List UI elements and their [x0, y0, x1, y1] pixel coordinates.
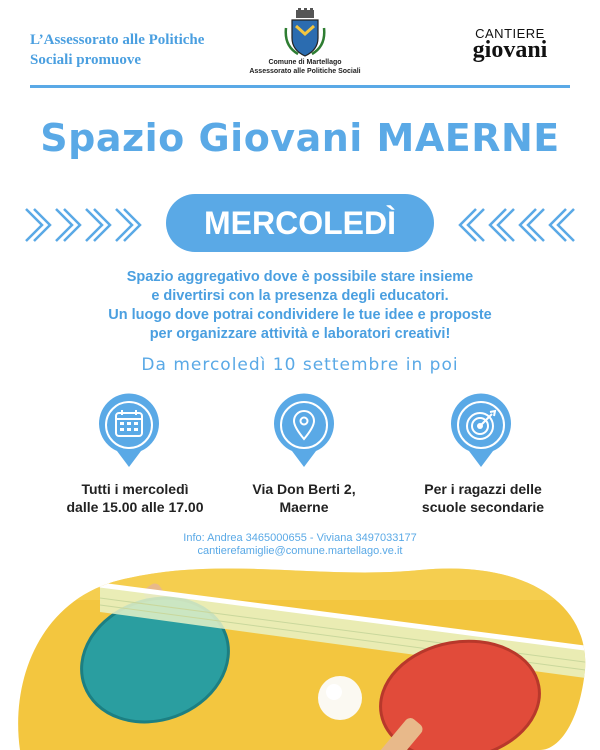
location-pin-icon: [272, 393, 336, 467]
info-address: [214, 480, 394, 516]
contact-info: [100, 532, 500, 558]
chevrons-left-icon: [456, 205, 576, 245]
info-address-line-1: Via Don Berti 2,: [252, 481, 356, 497]
info-schedule-line-2: dalle 15.00 alle 17.00: [66, 499, 204, 515]
promoter-line-1: L’Assessorato alle Politiche: [30, 32, 205, 48]
promoter-line-2: Sociali promuove: [30, 52, 141, 68]
brand-top: CANTIERE: [475, 26, 545, 41]
contact-phones: Info: Andrea 3465000655 - Viviana 3497033177: [183, 532, 417, 544]
info-audience-line-1: Per i ragazzi delle: [424, 481, 542, 497]
info-audience: [393, 480, 573, 516]
municipality-name: Comune di Martellago: [268, 59, 342, 66]
header-divider: [30, 85, 570, 88]
start-date-text: Da mercoledì 10 settembre in poi: [141, 355, 459, 375]
chevrons-right-icon: [24, 205, 144, 245]
description-line: Un luogo dove potrai condividere le tue idee e proposte: [108, 307, 492, 323]
calendar-icon: [97, 393, 161, 467]
target-icon: [449, 393, 513, 467]
ping-pong-illustration: [0, 560, 600, 750]
promoter-text: [30, 30, 260, 70]
contact-email[interactable]: cantierefamiglie@comune.martellago.ve.it: [197, 545, 403, 557]
municipality-caption: [240, 58, 370, 76]
page-title: Spazio Giovani MAERNE: [40, 116, 560, 160]
cantiere-giovani-logo: [455, 26, 565, 61]
info-schedule-line-1: Tutti i mercoledì: [81, 481, 189, 497]
description-line: e divertirsi con la presenza degli educatori.: [151, 288, 449, 304]
info-schedule: [45, 480, 225, 516]
day-badge: MERCOLEDÌ: [166, 194, 434, 252]
brand-bottom: giovani: [472, 37, 548, 63]
description-line: per organizzare attività e laboratori creativi!: [149, 326, 451, 342]
info-address-line-2: Maerne: [279, 499, 329, 515]
description-line: Spazio aggregativo dove è possibile stare insieme: [126, 269, 474, 285]
municipality-department: Assessorato alle Politiche Sociali: [249, 68, 361, 75]
description: [60, 268, 540, 344]
municipal-crest-icon: [284, 8, 326, 58]
info-audience-line-2: scuole secondarie: [421, 499, 545, 515]
